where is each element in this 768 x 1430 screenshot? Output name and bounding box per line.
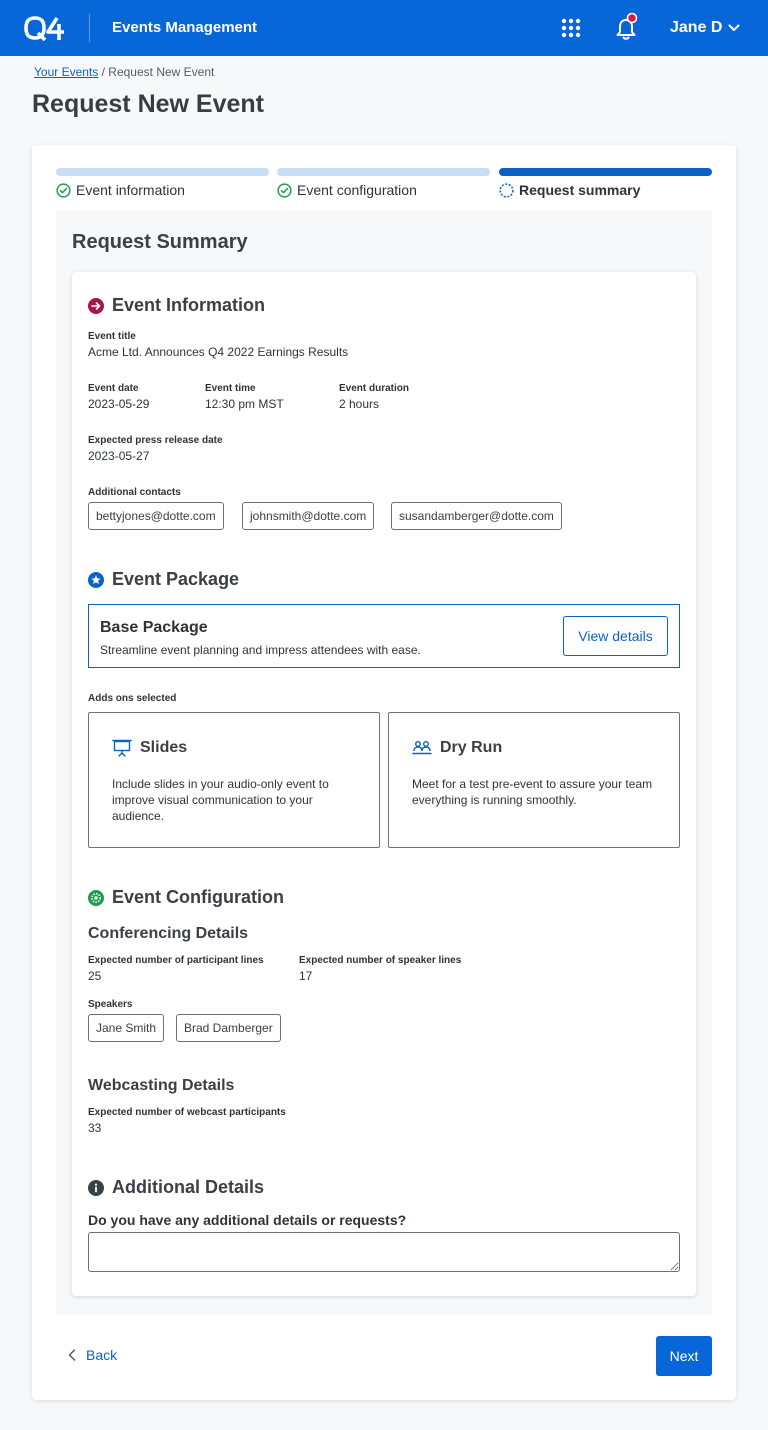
q4-logo[interactable] xyxy=(24,15,66,41)
press-release-date-label: Expected press release date xyxy=(88,435,223,446)
event-duration-label: Event duration xyxy=(339,383,410,394)
speaker-chip: Brad Damberger xyxy=(176,1014,281,1042)
user-name: Jane D xyxy=(670,19,723,36)
step-label: Event configuration xyxy=(297,182,417,198)
event-duration-value: 2 hours xyxy=(339,397,380,411)
addon-description: Meet for a test pre-event to assure your team everything is running smoothly. xyxy=(412,777,653,807)
step-progress-bar xyxy=(56,168,269,176)
speaker-lines-value: 17 xyxy=(299,969,313,983)
speaker-chip: Jane Smith xyxy=(88,1014,164,1042)
step-label: Request summary xyxy=(519,182,641,198)
star-badge-icon xyxy=(88,572,104,588)
conferencing-details-heading: Conferencing Details xyxy=(88,925,249,942)
summary-title: Request Summary xyxy=(72,231,248,253)
chevron-left-icon xyxy=(68,1349,76,1361)
additional-details-heading: Additional Details xyxy=(88,1177,264,1198)
event-information-heading: Event Information xyxy=(88,295,265,316)
team-people-icon xyxy=(412,739,432,757)
app-title: Events Management xyxy=(112,19,258,36)
speaker-lines-label: Expected number of speaker lines xyxy=(299,955,462,966)
event-date-label: Event date xyxy=(88,383,139,394)
info-circle-icon xyxy=(88,1180,104,1196)
addon-name: Dry Run xyxy=(440,739,503,756)
participant-lines-value: 25 xyxy=(88,969,102,983)
speakers-label: Speakers xyxy=(88,999,133,1010)
step-event-information[interactable] xyxy=(56,168,269,198)
breadcrumb xyxy=(34,65,214,79)
package-name: Base Package xyxy=(100,619,208,636)
view-details-button[interactable]: View details xyxy=(563,616,668,656)
addon-card-slides xyxy=(88,712,380,848)
step-event-configuration[interactable] xyxy=(277,168,490,198)
chevron-down-icon xyxy=(728,24,740,32)
webcast-participants-value: 33 xyxy=(88,1121,102,1135)
additional-details-question: Do you have any additional details or requests? xyxy=(88,1212,407,1228)
contact-chip: susandamberger@dotte.com xyxy=(391,502,562,530)
additional-contacts-label: Additional contacts xyxy=(88,487,181,498)
user-menu[interactable] xyxy=(670,19,740,37)
top-navigation-bar xyxy=(0,0,768,56)
package-description: Streamline event planning and impress attendees with ease. xyxy=(100,643,421,657)
webcasting-details-heading: Webcasting Details xyxy=(88,1077,235,1094)
presentation-screen-icon xyxy=(112,739,132,757)
addon-description: Include slides in your audio-only event to improve visual communication to your audience. xyxy=(112,777,329,823)
webcast-participants-label: Expected number of webcast participants xyxy=(88,1107,286,1118)
settings-gear-icon xyxy=(88,890,104,906)
check-circle-icon xyxy=(277,183,292,198)
header-divider xyxy=(89,14,90,42)
step-label: Event information xyxy=(76,182,185,198)
notification-bell-icon[interactable] xyxy=(615,13,641,41)
event-time-value: 12:30 pm MST xyxy=(205,397,284,411)
request-form-card xyxy=(32,145,736,1400)
press-release-date-value: 2023-05-27 xyxy=(88,449,150,463)
in-progress-spinner-icon xyxy=(499,183,514,198)
request-summary-panel xyxy=(56,211,712,1315)
step-progress-bar xyxy=(499,168,712,176)
back-label: Back xyxy=(86,1347,118,1363)
event-title-value: Acme Ltd. Announces Q4 2022 Earnings Results xyxy=(88,345,349,359)
contact-chip: bettyjones@dotte.com xyxy=(88,502,224,530)
breadcrumb-current: Request New Event xyxy=(108,65,215,79)
addon-card-dry-run xyxy=(388,712,680,848)
summary-details-card xyxy=(72,272,696,1296)
additional-details-textarea[interactable] xyxy=(88,1232,680,1272)
step-progress-bar xyxy=(277,168,490,176)
back-button[interactable] xyxy=(68,1347,117,1363)
notification-badge xyxy=(628,14,637,23)
event-package-heading: Event Package xyxy=(88,569,239,590)
event-title-label: Event title xyxy=(88,331,136,342)
apps-grid-icon[interactable] xyxy=(561,18,581,38)
next-button[interactable]: Next xyxy=(656,1336,712,1376)
breadcrumb-your-events-link[interactable]: Your Events xyxy=(34,65,99,79)
event-date-value: 2023-05-29 xyxy=(88,397,150,411)
page-title: Request New Event xyxy=(32,90,265,118)
participant-lines-label: Expected number of participant lines xyxy=(88,955,264,966)
check-circle-icon xyxy=(56,183,71,198)
addons-label: Adds ons selected xyxy=(88,693,177,704)
base-package-card xyxy=(88,604,680,668)
breadcrumb-separator: / xyxy=(101,65,105,79)
event-configuration-heading: Event Configuration xyxy=(88,887,284,908)
contact-chip: johnsmith@dotte.com xyxy=(242,502,374,530)
step-request-summary[interactable] xyxy=(499,168,712,198)
arrow-right-circle-icon xyxy=(88,298,104,314)
event-time-label: Event time xyxy=(205,383,256,394)
addon-name: Slides xyxy=(140,739,188,756)
